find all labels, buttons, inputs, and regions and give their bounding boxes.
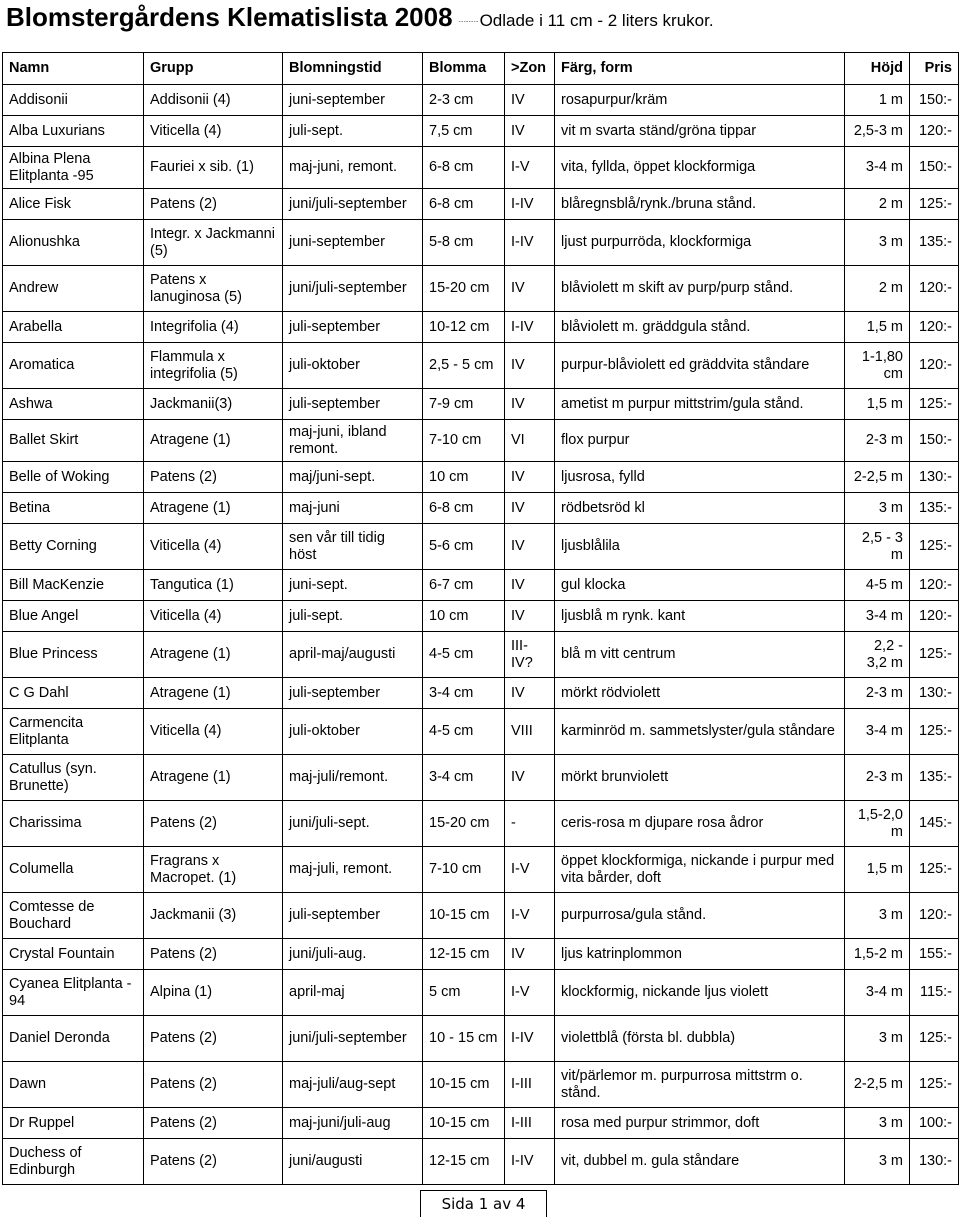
cell-farg-form: ljus katrinplommon bbox=[555, 939, 845, 970]
cell-hojd: 3-4 m bbox=[845, 601, 910, 632]
cell-blomma: 2-3 cm bbox=[423, 85, 505, 116]
cell-blomningstid: april-maj bbox=[283, 970, 423, 1016]
cell-namn: Addisonii bbox=[3, 85, 144, 116]
cell-blomma: 2,5 - 5 cm bbox=[423, 343, 505, 389]
cell-namn: Charissima bbox=[3, 801, 144, 847]
cell-zon: IV bbox=[505, 524, 555, 570]
cell-farg-form: ljusblå m rynk. kant bbox=[555, 601, 845, 632]
table-row bbox=[3, 893, 959, 939]
cell-blomma: 15-20 cm bbox=[423, 801, 505, 847]
cell-grupp: Atragene (1) bbox=[144, 632, 283, 678]
cell-blomningstid: maj-juni, remont. bbox=[283, 147, 423, 189]
cell-farg-form: ljust purpurröda, klockformiga bbox=[555, 220, 845, 266]
cell-blomma: 4-5 cm bbox=[423, 709, 505, 755]
header-farg-form: Färg, form bbox=[555, 53, 845, 85]
header-grupp: Grupp bbox=[144, 53, 283, 85]
cell-pris: 125:- bbox=[910, 632, 959, 678]
cell-farg-form: vit, dubbel m. gula ståndare bbox=[555, 1139, 845, 1185]
cell-grupp: Patens (2) bbox=[144, 189, 283, 220]
cell-hojd: 4-5 m bbox=[845, 570, 910, 601]
cell-grupp: Atragene (1) bbox=[144, 678, 283, 709]
cell-grupp: Patens (2) bbox=[144, 1139, 283, 1185]
cell-grupp: Viticella (4) bbox=[144, 116, 283, 147]
cell-zon: IV bbox=[505, 493, 555, 524]
cell-blomma: 7,5 cm bbox=[423, 116, 505, 147]
cell-blomma: 5-8 cm bbox=[423, 220, 505, 266]
cell-farg-form: vita, fyllda, öppet klockformiga bbox=[555, 147, 845, 189]
cell-blomma: 7-10 cm bbox=[423, 847, 505, 893]
cell-farg-form: öppet klockformiga, nickande i purpur med vita bårder, doft bbox=[555, 847, 845, 893]
table-row bbox=[3, 389, 959, 420]
cell-blomningstid: maj-juli/aug-sept bbox=[283, 1062, 423, 1108]
cell-pris: 120:- bbox=[910, 116, 959, 147]
table-row bbox=[3, 493, 959, 524]
clematis-table bbox=[2, 52, 959, 1185]
cell-hojd: 1,5-2 m bbox=[845, 939, 910, 970]
cell-namn: Blue Princess bbox=[3, 632, 144, 678]
cell-zon: IV bbox=[505, 570, 555, 601]
cell-zon: I-III bbox=[505, 1108, 555, 1139]
cell-hojd: 2-2,5 m bbox=[845, 462, 910, 493]
cell-namn: Bill MacKenzie bbox=[3, 570, 144, 601]
cell-blomningstid: maj-juni/juli-aug bbox=[283, 1108, 423, 1139]
cell-blomma: 12-15 cm bbox=[423, 1139, 505, 1185]
cell-blomningstid: juli-september bbox=[283, 893, 423, 939]
cell-blomningstid: juli-oktober bbox=[283, 709, 423, 755]
title-dots: ............ bbox=[458, 18, 479, 24]
cell-hojd: 2-2,5 m bbox=[845, 1062, 910, 1108]
cell-zon: III-IV? bbox=[505, 632, 555, 678]
cell-pris: 120:- bbox=[910, 343, 959, 389]
table-row bbox=[3, 970, 959, 1016]
cell-namn: C G Dahl bbox=[3, 678, 144, 709]
cell-blomma: 10 - 15 cm bbox=[423, 1016, 505, 1062]
table-row bbox=[3, 343, 959, 389]
cell-pris: 125:- bbox=[910, 389, 959, 420]
cell-grupp: Atragene (1) bbox=[144, 420, 283, 462]
cell-grupp: Patens (2) bbox=[144, 1062, 283, 1108]
table-row bbox=[3, 147, 959, 189]
cell-blomningstid: juli-september bbox=[283, 389, 423, 420]
cell-hojd: 1,5-2,0 m bbox=[845, 801, 910, 847]
cell-zon: IV bbox=[505, 939, 555, 970]
cell-grupp: Integrifolia (4) bbox=[144, 312, 283, 343]
cell-blomningstid: juni/juli-sept. bbox=[283, 801, 423, 847]
cell-blomma: 5 cm bbox=[423, 970, 505, 1016]
cell-blomningstid: juni/juli-september bbox=[283, 189, 423, 220]
cell-farg-form: gul klocka bbox=[555, 570, 845, 601]
cell-pris: 125:- bbox=[910, 1016, 959, 1062]
cell-zon: I-V bbox=[505, 970, 555, 1016]
table-row bbox=[3, 85, 959, 116]
cell-pris: 130:- bbox=[910, 462, 959, 493]
cell-blomningstid: juli-sept. bbox=[283, 116, 423, 147]
cell-pris: 120:- bbox=[910, 893, 959, 939]
page-number: Sida 1 av 4 bbox=[420, 1190, 547, 1217]
cell-pris: 120:- bbox=[910, 570, 959, 601]
cell-farg-form: purpur-blåviolett ed gräddvita ståndare bbox=[555, 343, 845, 389]
cell-grupp: Fragrans x Macropet. (1) bbox=[144, 847, 283, 893]
cell-blomma: 3-4 cm bbox=[423, 678, 505, 709]
cell-farg-form: ljusrosa, fylld bbox=[555, 462, 845, 493]
cell-pris: 100:- bbox=[910, 1108, 959, 1139]
cell-grupp: Patens (2) bbox=[144, 801, 283, 847]
cell-blomningstid: maj-juli, remont. bbox=[283, 847, 423, 893]
cell-hojd: 1,5 m bbox=[845, 389, 910, 420]
cell-namn: Comtesse de Bouchard bbox=[3, 893, 144, 939]
cell-pris: 125:- bbox=[910, 524, 959, 570]
cell-grupp: Jackmanii(3) bbox=[144, 389, 283, 420]
cell-zon: I-IV bbox=[505, 189, 555, 220]
cell-hojd: 3-4 m bbox=[845, 147, 910, 189]
cell-blomma: 5-6 cm bbox=[423, 524, 505, 570]
table-row bbox=[3, 755, 959, 801]
cell-namn: Ashwa bbox=[3, 389, 144, 420]
cell-blomma: 10-15 cm bbox=[423, 1108, 505, 1139]
cell-grupp: Atragene (1) bbox=[144, 493, 283, 524]
cell-namn: Crystal Fountain bbox=[3, 939, 144, 970]
cell-blomningstid: juli-sept. bbox=[283, 601, 423, 632]
cell-blomningstid: juni/juli-september bbox=[283, 1016, 423, 1062]
cell-blomningstid: juni/juli-september bbox=[283, 266, 423, 312]
cell-blomningstid: maj-juni bbox=[283, 493, 423, 524]
cell-farg-form: purpurrosa/gula stånd. bbox=[555, 893, 845, 939]
cell-blomma: 6-8 cm bbox=[423, 147, 505, 189]
cell-blomma: 7-9 cm bbox=[423, 389, 505, 420]
cell-hojd: 3-4 m bbox=[845, 709, 910, 755]
cell-farg-form: klockformig, nickande ljus violett bbox=[555, 970, 845, 1016]
cell-zon: IV bbox=[505, 462, 555, 493]
cell-namn: Catullus (syn. Brunette) bbox=[3, 755, 144, 801]
cell-pris: 135:- bbox=[910, 493, 959, 524]
table-row bbox=[3, 709, 959, 755]
cell-blomningstid: maj/juni-sept. bbox=[283, 462, 423, 493]
table-row bbox=[3, 266, 959, 312]
cell-grupp: Jackmanii (3) bbox=[144, 893, 283, 939]
cell-farg-form: mörkt brunviolett bbox=[555, 755, 845, 801]
table-row bbox=[3, 632, 959, 678]
cell-blomningstid: april-maj/augusti bbox=[283, 632, 423, 678]
cell-farg-form: rödbetsröd kl bbox=[555, 493, 845, 524]
cell-zon: I-V bbox=[505, 893, 555, 939]
cell-pris: 125:- bbox=[910, 1062, 959, 1108]
cell-zon: IV bbox=[505, 85, 555, 116]
cell-farg-form: ceris-rosa m djupare rosa ådror bbox=[555, 801, 845, 847]
cell-zon: IV bbox=[505, 116, 555, 147]
cell-zon: IV bbox=[505, 343, 555, 389]
cell-hojd: 1-1,80 cm bbox=[845, 343, 910, 389]
cell-zon: VI bbox=[505, 420, 555, 462]
cell-pris: 120:- bbox=[910, 266, 959, 312]
cell-blomma: 4-5 cm bbox=[423, 632, 505, 678]
cell-blomningstid: juni-september bbox=[283, 220, 423, 266]
cell-namn: Betty Corning bbox=[3, 524, 144, 570]
cell-blomma: 15-20 cm bbox=[423, 266, 505, 312]
cell-blomningstid: juni-sept. bbox=[283, 570, 423, 601]
table-body bbox=[3, 85, 959, 1185]
cell-pris: 120:- bbox=[910, 601, 959, 632]
cell-blomma: 12-15 cm bbox=[423, 939, 505, 970]
cell-pris: 130:- bbox=[910, 1139, 959, 1185]
table-row bbox=[3, 1016, 959, 1062]
cell-farg-form: mörkt rödviolett bbox=[555, 678, 845, 709]
cell-blomningstid: juni/juli-aug. bbox=[283, 939, 423, 970]
cell-grupp: Viticella (4) bbox=[144, 601, 283, 632]
cell-zon: IV bbox=[505, 601, 555, 632]
cell-blomningstid: sen vår till tidig höst bbox=[283, 524, 423, 570]
cell-namn: Daniel Deronda bbox=[3, 1016, 144, 1062]
cell-pris: 130:- bbox=[910, 678, 959, 709]
cell-hojd: 2 m bbox=[845, 189, 910, 220]
table-row bbox=[3, 601, 959, 632]
page-subtitle: Odlade i 11 cm - 2 liters krukor. bbox=[479, 11, 714, 30]
cell-hojd: 2-3 m bbox=[845, 678, 910, 709]
cell-grupp: Patens (2) bbox=[144, 462, 283, 493]
cell-grupp: Tangutica (1) bbox=[144, 570, 283, 601]
cell-blomma: 10 cm bbox=[423, 601, 505, 632]
header-zon: >Zon bbox=[505, 53, 555, 85]
cell-hojd: 1 m bbox=[845, 85, 910, 116]
cell-farg-form: rosa med purpur strimmor, doft bbox=[555, 1108, 845, 1139]
cell-hojd: 2,2 - 3,2 m bbox=[845, 632, 910, 678]
table-row bbox=[3, 524, 959, 570]
cell-namn: Columella bbox=[3, 847, 144, 893]
cell-zon: I-IV bbox=[505, 1016, 555, 1062]
table-row bbox=[3, 570, 959, 601]
cell-hojd: 2 m bbox=[845, 266, 910, 312]
table-row bbox=[3, 462, 959, 493]
table-row bbox=[3, 1139, 959, 1185]
cell-zon: I-III bbox=[505, 1062, 555, 1108]
cell-pris: 125:- bbox=[910, 189, 959, 220]
cell-blomningstid: maj-juli/remont. bbox=[283, 755, 423, 801]
cell-blomningstid: juli-september bbox=[283, 678, 423, 709]
cell-blomma: 3-4 cm bbox=[423, 755, 505, 801]
cell-hojd: 3 m bbox=[845, 893, 910, 939]
page-header bbox=[6, 0, 714, 38]
cell-farg-form: violettblå (första bl. dubbla) bbox=[555, 1016, 845, 1062]
cell-grupp: Viticella (4) bbox=[144, 524, 283, 570]
cell-grupp: Viticella (4) bbox=[144, 709, 283, 755]
cell-farg-form: vit/pärlemor m. purpurrosa mittstrm o. stånd. bbox=[555, 1062, 845, 1108]
cell-grupp: Patens x lanuginosa (5) bbox=[144, 266, 283, 312]
cell-blomningstid: juli-oktober bbox=[283, 343, 423, 389]
cell-namn: Alice Fisk bbox=[3, 189, 144, 220]
cell-namn: Betina bbox=[3, 493, 144, 524]
cell-blomningstid: juni-september bbox=[283, 85, 423, 116]
cell-hojd: 3 m bbox=[845, 1016, 910, 1062]
cell-blomma: 6-8 cm bbox=[423, 493, 505, 524]
cell-hojd: 3 m bbox=[845, 1108, 910, 1139]
cell-namn: Alionushka bbox=[3, 220, 144, 266]
cell-zon: IV bbox=[505, 266, 555, 312]
cell-grupp: Patens (2) bbox=[144, 1108, 283, 1139]
cell-farg-form: karminröd m. sammetslyster/gula ståndare bbox=[555, 709, 845, 755]
cell-pris: 115:- bbox=[910, 970, 959, 1016]
cell-grupp: Patens (2) bbox=[144, 939, 283, 970]
cell-hojd: 2-3 m bbox=[845, 755, 910, 801]
table-row bbox=[3, 116, 959, 147]
cell-pris: 150:- bbox=[910, 85, 959, 116]
cell-zon: I-V bbox=[505, 147, 555, 189]
cell-namn: Blue Angel bbox=[3, 601, 144, 632]
cell-pris: 155:- bbox=[910, 939, 959, 970]
table-row bbox=[3, 312, 959, 343]
cell-blomma: 6-8 cm bbox=[423, 189, 505, 220]
cell-zon: - bbox=[505, 801, 555, 847]
cell-zon: I-V bbox=[505, 847, 555, 893]
cell-pris: 150:- bbox=[910, 420, 959, 462]
cell-farg-form: blå m vitt centrum bbox=[555, 632, 845, 678]
cell-hojd: 2,5-3 m bbox=[845, 116, 910, 147]
table-row bbox=[3, 939, 959, 970]
cell-hojd: 3 m bbox=[845, 493, 910, 524]
cell-blomma: 10-12 cm bbox=[423, 312, 505, 343]
table-row bbox=[3, 420, 959, 462]
cell-namn: Alba Luxurians bbox=[3, 116, 144, 147]
cell-namn: Belle of Woking bbox=[3, 462, 144, 493]
cell-farg-form: blåviolett m skift av purp/purp stånd. bbox=[555, 266, 845, 312]
cell-blomma: 7-10 cm bbox=[423, 420, 505, 462]
cell-farg-form: vit m svarta ständ/gröna tippar bbox=[555, 116, 845, 147]
page-title: Blomstergårdens Klematislista 2008 bbox=[6, 2, 453, 32]
table-row bbox=[3, 189, 959, 220]
cell-pris: 125:- bbox=[910, 709, 959, 755]
cell-blomma: 10-15 cm bbox=[423, 1062, 505, 1108]
header-blomma: Blomma bbox=[423, 53, 505, 85]
cell-namn: Carmencita Elitplanta bbox=[3, 709, 144, 755]
cell-namn: Dr Ruppel bbox=[3, 1108, 144, 1139]
cell-namn: Cyanea Elitplanta - 94 bbox=[3, 970, 144, 1016]
cell-namn: Andrew bbox=[3, 266, 144, 312]
cell-hojd: 2,5 - 3 m bbox=[845, 524, 910, 570]
table-row bbox=[3, 678, 959, 709]
cell-namn: Ballet Skirt bbox=[3, 420, 144, 462]
cell-zon: VIII bbox=[505, 709, 555, 755]
cell-hojd: 3 m bbox=[845, 1139, 910, 1185]
cell-blomma: 10-15 cm bbox=[423, 893, 505, 939]
cell-grupp: Fauriei x sib. (1) bbox=[144, 147, 283, 189]
cell-hojd: 3 m bbox=[845, 220, 910, 266]
cell-grupp: Integr. x Jackmanni (5) bbox=[144, 220, 283, 266]
cell-grupp: Patens (2) bbox=[144, 1016, 283, 1062]
cell-farg-form: rosapurpur/kräm bbox=[555, 85, 845, 116]
cell-farg-form: ljusblålila bbox=[555, 524, 845, 570]
cell-hojd: 1,5 m bbox=[845, 847, 910, 893]
cell-zon: IV bbox=[505, 755, 555, 801]
cell-zon: IV bbox=[505, 678, 555, 709]
cell-hojd: 1,5 m bbox=[845, 312, 910, 343]
cell-blomningstid: juli-september bbox=[283, 312, 423, 343]
cell-farg-form: ametist m purpur mittstrim/gula stånd. bbox=[555, 389, 845, 420]
cell-grupp: Flammula x integrifolia (5) bbox=[144, 343, 283, 389]
table-row bbox=[3, 1062, 959, 1108]
cell-grupp: Addisonii (4) bbox=[144, 85, 283, 116]
cell-farg-form: blåregnsblå/rynk./bruna stånd. bbox=[555, 189, 845, 220]
cell-zon: IV bbox=[505, 389, 555, 420]
cell-farg-form: flox purpur bbox=[555, 420, 845, 462]
cell-hojd: 3-4 m bbox=[845, 970, 910, 1016]
cell-zon: I-IV bbox=[505, 1139, 555, 1185]
header-blomningstid: Blomningstid bbox=[283, 53, 423, 85]
table-header-row bbox=[3, 53, 959, 85]
cell-namn: Aromatica bbox=[3, 343, 144, 389]
cell-grupp: Atragene (1) bbox=[144, 755, 283, 801]
header-namn: Namn bbox=[3, 53, 144, 85]
cell-zon: I-IV bbox=[505, 312, 555, 343]
cell-namn: Albina Plena Elitplanta -95 bbox=[3, 147, 144, 189]
cell-blomningstid: maj-juni, ibland remont. bbox=[283, 420, 423, 462]
cell-pris: 150:- bbox=[910, 147, 959, 189]
cell-pris: 125:- bbox=[910, 847, 959, 893]
table-row bbox=[3, 801, 959, 847]
cell-blomma: 10 cm bbox=[423, 462, 505, 493]
cell-namn: Duchess of Edinburgh bbox=[3, 1139, 144, 1185]
cell-pris: 145:- bbox=[910, 801, 959, 847]
cell-pris: 120:- bbox=[910, 312, 959, 343]
table-row bbox=[3, 1108, 959, 1139]
table-row bbox=[3, 220, 959, 266]
cell-blomma: 6-7 cm bbox=[423, 570, 505, 601]
cell-blomningstid: juni/augusti bbox=[283, 1139, 423, 1185]
cell-grupp: Alpina (1) bbox=[144, 970, 283, 1016]
cell-zon: I-IV bbox=[505, 220, 555, 266]
cell-farg-form: blåviolett m. gräddgula stånd. bbox=[555, 312, 845, 343]
header-pris: Pris bbox=[910, 53, 959, 85]
cell-hojd: 2-3 m bbox=[845, 420, 910, 462]
cell-pris: 135:- bbox=[910, 755, 959, 801]
cell-namn: Arabella bbox=[3, 312, 144, 343]
cell-namn: Dawn bbox=[3, 1062, 144, 1108]
table-row bbox=[3, 847, 959, 893]
header-hojd: Höjd bbox=[845, 53, 910, 85]
cell-pris: 135:- bbox=[910, 220, 959, 266]
